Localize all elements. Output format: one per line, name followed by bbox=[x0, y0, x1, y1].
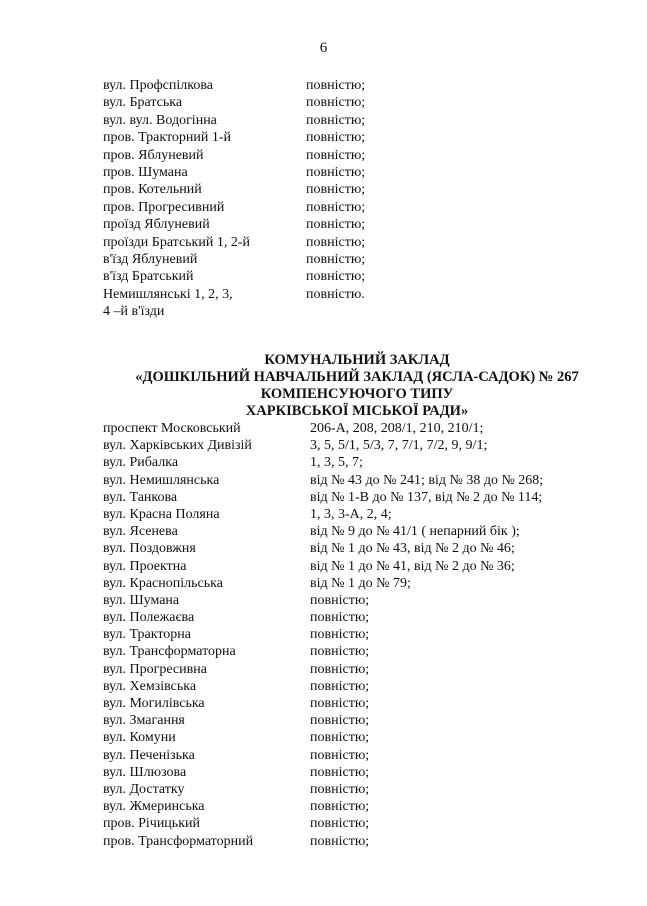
heading-line: КОМПЕНСУЮЧОГО ТИПУ bbox=[260, 386, 454, 402]
list-row bbox=[103, 592, 623, 609]
street-coverage: повністю; bbox=[310, 730, 370, 746]
street-name: пров. Яблуневий bbox=[103, 147, 204, 163]
street-name: вул. Поздовжня bbox=[103, 541, 196, 557]
street-name: вул. Немишлянська bbox=[103, 472, 220, 488]
list-row bbox=[103, 472, 623, 489]
list-row bbox=[103, 678, 623, 695]
street-name: вул. Братська bbox=[103, 95, 183, 111]
street-name: пров. Шумана bbox=[103, 164, 188, 180]
street-coverage bbox=[306, 303, 623, 320]
institution-heading bbox=[0, 352, 647, 420]
street-coverage: від № 43 до № 241; від № 38 до № 268; bbox=[310, 472, 544, 488]
street-name: пров. Тракторний 1-й bbox=[103, 130, 232, 146]
street-coverage: повністю. bbox=[306, 286, 365, 302]
street-name: пров. Котельний bbox=[103, 182, 202, 198]
list-row bbox=[103, 489, 623, 506]
street-coverage: 206-А, 208, 208/1, 210, 210/1; bbox=[310, 421, 484, 436]
list-row bbox=[103, 695, 623, 712]
list-row bbox=[103, 798, 623, 815]
street-coverage: від № 1 до № 43, від № 2 до № 46; bbox=[310, 541, 515, 557]
street-coverage: повністю; bbox=[306, 112, 366, 128]
list-row bbox=[103, 303, 623, 320]
street-coverage: повністю; bbox=[306, 164, 366, 180]
street-coverage: повністю; bbox=[306, 251, 366, 267]
list-row bbox=[103, 77, 623, 94]
list-row bbox=[103, 437, 623, 454]
list-row bbox=[103, 268, 623, 285]
street-name: вул. Хемзівська bbox=[103, 678, 197, 694]
street-coverage: повністю; bbox=[310, 592, 370, 608]
street-name: пров. Прогресивний bbox=[103, 199, 225, 215]
street-name: вул. Рибалка bbox=[103, 455, 179, 471]
street-name: 4 –й в'їзди bbox=[103, 304, 165, 320]
list-row bbox=[103, 286, 623, 303]
list-row bbox=[103, 181, 623, 198]
street-name: Немишлянські 1, 2, 3, bbox=[103, 286, 233, 302]
street-coverage: повністю; bbox=[310, 696, 370, 711]
street-coverage: від № 1 до № 79; bbox=[310, 575, 411, 591]
heading-line: ХАРКІВСЬКОЇ МІСЬКОЇ РАДИ» bbox=[245, 403, 469, 419]
street-coverage: повністю; bbox=[310, 713, 370, 729]
street-name: вул. Достатку bbox=[103, 781, 185, 797]
street-coverage: повністю; bbox=[310, 816, 370, 832]
list-row bbox=[103, 420, 623, 437]
list-row bbox=[103, 712, 623, 729]
list-row bbox=[103, 129, 623, 146]
street-name: вул. Шлюзова bbox=[103, 764, 187, 780]
page-number: 6 bbox=[319, 40, 328, 56]
street-coverage: повністю; bbox=[310, 799, 370, 815]
street-coverage: повністю; bbox=[310, 610, 370, 626]
street-coverage: 3, 5, 5/1, 5/3, 7, 7/1, 7/2, 9, 9/1; bbox=[310, 438, 488, 454]
street-name: вул. Харківських Дивізій bbox=[103, 438, 252, 454]
street-coverage: повністю; bbox=[306, 147, 366, 163]
street-name: вул. Трансформаторна bbox=[103, 644, 236, 660]
street-coverage: повністю; bbox=[310, 833, 370, 849]
street-name: проїзди Братський 1, 2-й bbox=[103, 234, 250, 250]
heading-line: КОМУНАЛЬНИЙ ЗАКЛАД bbox=[264, 352, 450, 368]
street-name: в'їзд Яблуневий bbox=[103, 251, 198, 267]
list-row bbox=[103, 558, 623, 575]
list-row bbox=[103, 234, 623, 251]
list-row bbox=[103, 781, 623, 798]
street-coverage: 1, 3, 3-А, 2, 4; bbox=[310, 506, 392, 522]
street-name: пров. Річицький bbox=[103, 816, 200, 832]
street-name: вул. Змагання bbox=[103, 713, 185, 729]
list-row bbox=[103, 575, 623, 592]
list-row bbox=[103, 523, 623, 540]
street-name: вул. Краснопільська bbox=[103, 575, 223, 591]
street-name: вул. Шумана bbox=[103, 592, 180, 608]
list-row bbox=[103, 609, 623, 626]
street-list-bottom bbox=[103, 420, 623, 850]
street-coverage: повністю; bbox=[306, 199, 366, 215]
list-row bbox=[103, 94, 623, 111]
street-name: пров. Трансформаторний bbox=[103, 833, 254, 849]
street-coverage: повністю; bbox=[310, 747, 370, 763]
list-row bbox=[103, 199, 623, 216]
list-row bbox=[103, 540, 623, 557]
street-name: вул. Тракторна bbox=[103, 627, 191, 643]
street-coverage: повністю; bbox=[310, 661, 370, 677]
street-coverage: повністю; bbox=[306, 182, 366, 198]
street-list-top bbox=[103, 77, 623, 320]
list-row bbox=[103, 643, 623, 660]
street-coverage: повністю; bbox=[310, 644, 370, 660]
street-name: вул. Полежаєва bbox=[103, 610, 195, 626]
street-coverage: повністю; bbox=[310, 781, 370, 797]
street-name: вул. Печенізька bbox=[103, 747, 195, 763]
list-row bbox=[103, 833, 623, 850]
list-row bbox=[103, 747, 623, 764]
street-coverage: повністю; bbox=[306, 95, 366, 111]
list-row bbox=[103, 815, 623, 832]
street-coverage: повністю; bbox=[306, 78, 366, 93]
street-coverage: 1, 3, 5, 7; bbox=[310, 455, 363, 471]
street-name: проїзд Яблуневий bbox=[103, 217, 210, 233]
street-name: вул. Могилівська bbox=[103, 696, 205, 711]
list-row bbox=[103, 454, 623, 471]
list-row bbox=[103, 506, 623, 523]
street-name: вул. Комуни bbox=[103, 730, 176, 746]
street-coverage: від № 9 до № 41/1 ( непарний бік ); bbox=[310, 524, 520, 540]
street-name: вул. Танкова bbox=[103, 489, 178, 505]
heading-line: «ДОШКІЛЬНИЙ НАВЧАЛЬНИЙ ЗАКЛАД (ЯСЛА-САДОК) № 267 bbox=[135, 369, 579, 385]
street-name: вул. Профспілкова bbox=[103, 78, 213, 93]
street-coverage: повністю; bbox=[310, 678, 370, 694]
street-name: вул. Ясенева bbox=[103, 524, 178, 540]
list-row bbox=[103, 112, 623, 129]
street-coverage: від № 1 до № 41, від № 2 до № 36; bbox=[310, 558, 515, 574]
street-name: вул. вул. Водогінна bbox=[103, 112, 217, 128]
list-row bbox=[103, 251, 623, 268]
street-coverage: повністю; bbox=[306, 130, 366, 146]
list-row bbox=[103, 626, 623, 643]
street-coverage: повністю; bbox=[310, 764, 370, 780]
list-row bbox=[103, 147, 623, 164]
street-name: вул. Проектна bbox=[103, 558, 187, 574]
list-row bbox=[103, 216, 623, 233]
street-name: вул. Красна Поляна bbox=[103, 506, 220, 522]
street-coverage: повністю; bbox=[306, 234, 366, 250]
list-row bbox=[103, 729, 623, 746]
street-name: вул. Жмеринська bbox=[103, 799, 205, 815]
street-coverage: від № 1-В до № 137, від № 2 до № 114; bbox=[310, 489, 543, 505]
list-row bbox=[103, 164, 623, 181]
street-coverage: повністю; bbox=[306, 269, 366, 285]
list-row bbox=[103, 661, 623, 678]
street-name: в'їзд Братський bbox=[103, 269, 194, 285]
street-name: вул. Прогресивна bbox=[103, 661, 207, 677]
street-coverage: повністю; bbox=[310, 627, 370, 643]
street-name: проспект Московський bbox=[103, 421, 241, 436]
street-coverage: повністю; bbox=[306, 217, 366, 233]
list-row bbox=[103, 764, 623, 781]
